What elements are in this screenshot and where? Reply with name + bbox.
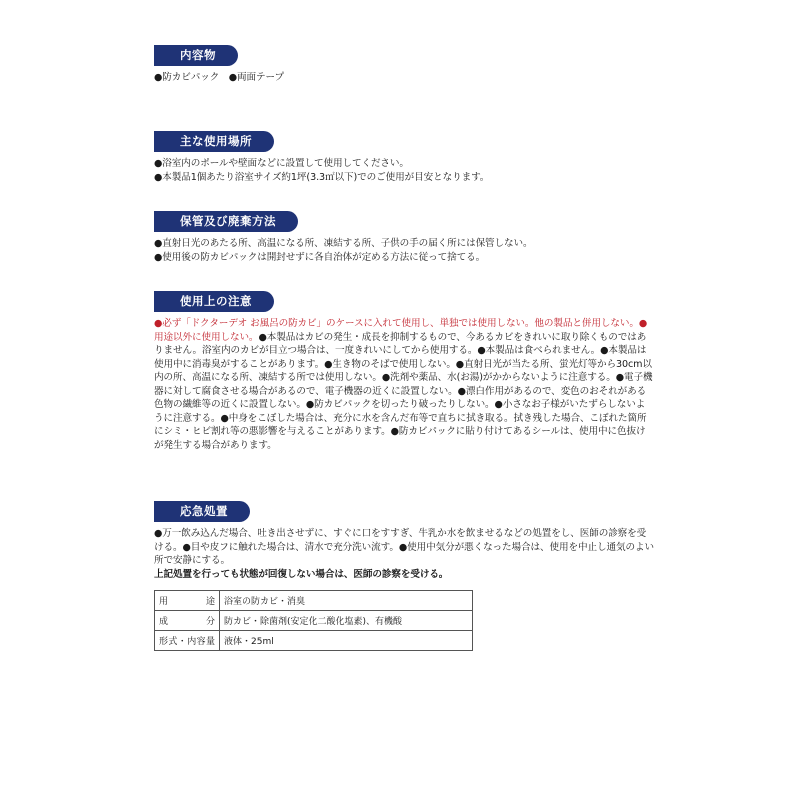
section-first-aid — [154, 500, 654, 581]
precautions-text: ●本製品はカビの発生・成長を抑制するもので、今あるカビをきれいに取り除くものではありません。浴室内のカビが目立つ場合は、一度きれいにしてから使用する。●本製品は食べられません。●本製品は使用中に消毒臭がすることがあります。●生き物のそばで使用しない。●直射日光が当たる所、蛍光灯等から30cm以内の所、高温になる所、凍結する所では使用しない。●洗剤や薬品、水(お湯)がかからないように注意する。●電子機器に対して腐食させる場合があるので、電子機器の近くに設置しない。●漂白作用があるので、変色のおそれがある色物の繊維等の近くに設置しない。●防カビパックを切ったり破ったりしない。●小さなお子様がいたずらしないように注意する。●中身をこぼした場合は、充分に水を含んだ布等で直ちに拭き取る。拭き残した場合、こぼれた箇所にシミ・ヒビ割れ等の悪影響を与えることがあります。●防カビパックに貼り付けてあるシールは、使用中に色抜けが発生する場合があります。 — [154, 331, 653, 451]
section-storage-disposal — [154, 210, 654, 290]
section-heading: 応急処置 — [154, 501, 250, 522]
usage-location-line: ●本製品1個あたり浴室サイズ約1坪(3.3㎡以下)でのご使用が目安となります。 — [154, 171, 490, 183]
precautions-paragraph — [154, 317, 654, 452]
spec-key: 用途 — [155, 591, 220, 611]
spec-key: 成分 — [155, 611, 220, 631]
section-contents — [154, 44, 654, 130]
storage-line: ●使用後の防カビパックは開封せずに各自治体が定める方法に従って捨てる。 — [154, 251, 486, 263]
table-row — [155, 631, 473, 651]
storage-line: ●直射日光のあたる所、高温になる所、凍結する所、子供の手の届く所には保管しない。 — [154, 238, 533, 249]
first-aid-bold-note: 上記処置を行っても状態が回復しない場合は、医師の診察を受ける。 — [154, 568, 449, 580]
usage-location-lines — [154, 157, 654, 184]
table-row — [155, 591, 473, 611]
section-usage-locations — [154, 130, 654, 210]
section-heading: 使用上の注意 — [154, 291, 274, 312]
spec-value: 浴室の防カビ・消臭 — [220, 591, 473, 611]
section-precautions — [154, 290, 654, 500]
usage-location-line: ●浴室内のポールや壁面などに設置して使用してください。 — [154, 158, 409, 169]
storage-lines — [154, 237, 654, 264]
section-heading: 保管及び廃棄方法 — [154, 211, 298, 232]
table-row — [155, 611, 473, 631]
section-heading: 内容物 — [154, 45, 238, 66]
instructions-document — [154, 44, 654, 581]
first-aid-text: ●万一飲み込んだ場合、吐き出させずに、すぐに口をすすぎ、牛乳か水を飲ませるなどの処置をし、医師の診察を受ける。●目や皮フに触れた場合は、清水で充分洗い流す。●使用中気分が悪くなった場合は、使用を中止し通気のよい所で安静にする。 — [154, 528, 654, 566]
spec-value: 液体・25ml — [220, 631, 473, 651]
first-aid-paragraph — [154, 527, 654, 581]
spec-key: 形式・内容量 — [155, 631, 220, 651]
section-heading: 主な使用場所 — [154, 131, 274, 152]
precautions-warning-text: ●必ず「ドクターデオ お風呂の防カビ」のケースに入れて使用し、単独では使用しない。他の製品と併用しない。●用途以外に使用しない。 — [154, 318, 648, 343]
spec-table — [154, 590, 473, 651]
spec-value: 防カビ・除菌剤(安定化二酸化塩素)、有機酸 — [220, 611, 473, 631]
contents-line: ●防カビパック ●両面テープ — [154, 72, 284, 83]
